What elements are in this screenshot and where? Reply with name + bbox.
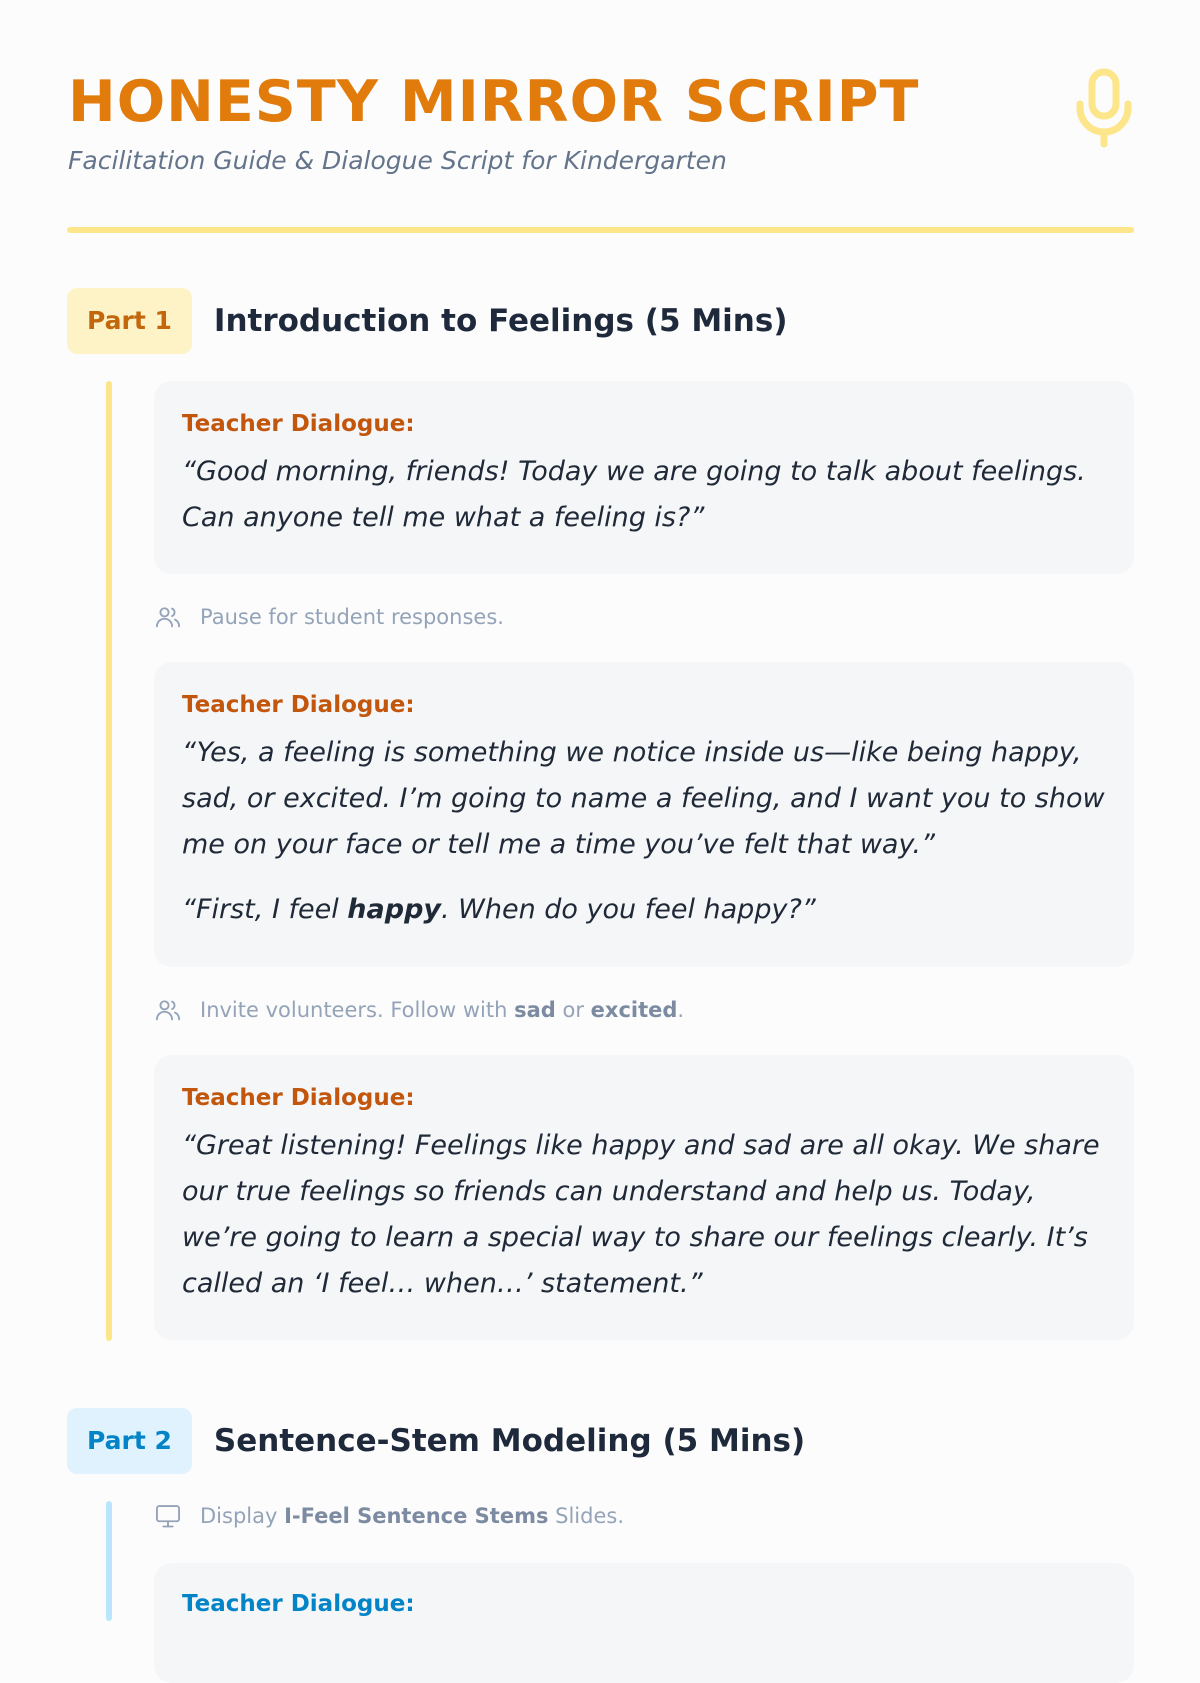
dialogue-card <box>154 1563 1134 1683</box>
page-subtitle: Facilitation Guide & Dialogue Script for Kindergarten <box>68 146 727 175</box>
microphone-icon <box>1074 68 1134 148</box>
part-2-title: Sentence-Stem Modeling (5 Mins) <box>213 1423 806 1459</box>
dialogue-label: Teacher Dialogue: <box>182 1591 415 1617</box>
part-1-badge: Part 1 <box>67 288 192 354</box>
note-text: Invite volunteers. Follow with sad or excited. <box>200 998 685 1022</box>
part-2-header <box>67 1408 805 1474</box>
page-title: HONESTY MIRROR SCRIPT <box>68 69 920 135</box>
note-text: Pause for student responses. <box>200 605 504 629</box>
header-divider <box>67 227 1134 233</box>
note-text: Display I-Feel Sentence Stems Slides. <box>200 1504 624 1528</box>
dialogue-text: “Yes, a feeling is something we notice inside us—like being happy, sad, or excited. I’m going to name a feeling, and I want you to show me on your face or tell me a time you’ve felt that way.” <box>182 737 1105 860</box>
part-2-badge: Part 2 <box>67 1408 192 1474</box>
facilitator-note <box>154 1500 624 1532</box>
part-1-rail <box>106 381 112 1341</box>
dialogue-text: “Great listening! Feelings like happy and sad are all okay. We share our true feelings so friends can understand and help us. Today, we’re going to learn a special way to share our feelings clearly. It’s called an ‘I feel… when…’ statement.” <box>182 1130 1100 1299</box>
users-icon <box>154 996 182 1024</box>
page-header <box>68 62 1134 178</box>
facilitator-note <box>154 994 684 1026</box>
part-1-title: Introduction to Feelings (5 Mins) <box>213 303 788 339</box>
dialogue-label: Teacher Dialogue: <box>182 411 415 437</box>
dialogue-card <box>154 381 1134 574</box>
users-icon <box>154 603 182 631</box>
part-1-header <box>67 288 787 354</box>
monitor-icon <box>154 1502 182 1530</box>
dialogue-text: “Good morning, friends! Today we are going to talk about feelings. Can anyone tell me what a feeling is?” <box>182 456 1086 533</box>
dialogue-card <box>154 1055 1134 1340</box>
dialogue-label: Teacher Dialogue: <box>182 1085 415 1111</box>
dialogue-label: Teacher Dialogue: <box>182 692 415 718</box>
emphasis-word: happy <box>347 894 441 925</box>
facilitator-note <box>154 601 504 633</box>
part-2-rail <box>106 1501 112 1621</box>
dialogue-card <box>154 662 1134 967</box>
dialogue-text: “First, I feel happy. When do you feel happy?” <box>182 894 816 925</box>
